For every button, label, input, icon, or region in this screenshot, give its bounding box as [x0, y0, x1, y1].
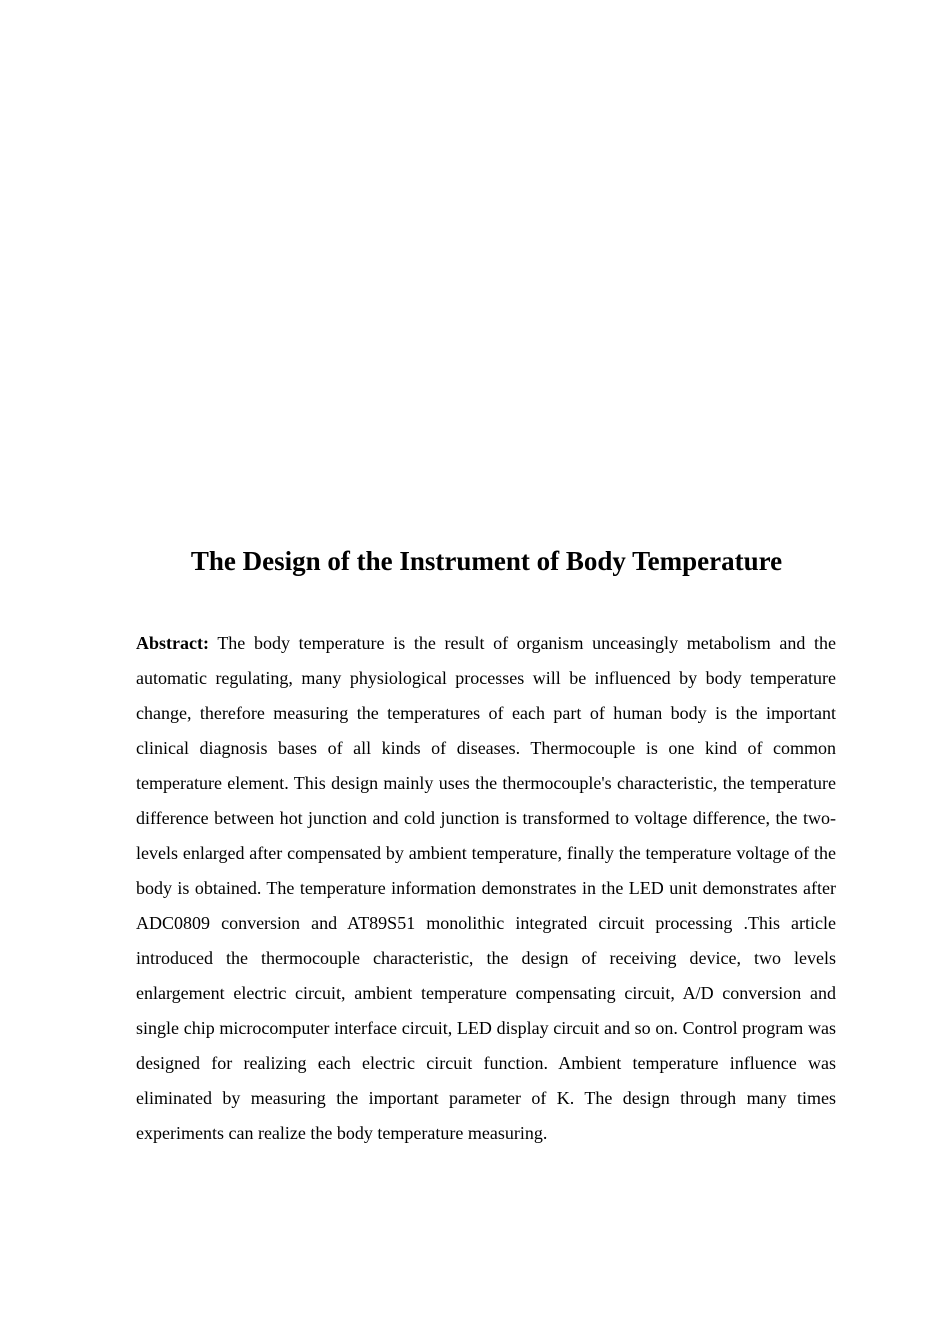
- document-title: The Design of the Instrument of Body Temperature: [190, 546, 783, 576]
- abstract-text: The body temperature is the result of organism unceasingly metabolism and the automatic regulating, many physiological processes will be influenced by body temperature change, therefore measuring the temperatures of each part of human body is the important clinical diagnosis bases of all kinds of diseases. Thermocouple is one kind of common temperature element. This design mainly uses the thermocouple's characteristic, the temperature difference between hot junction and cold junction is transformed to voltage difference, the two-levels enlarged after compensated by ambient temperature, finally the temperature voltage of the body is obtained. The temperature information demonstrates in the LED unit demonstrates after ADC0809 conversion and AT89S51 monolithic integrated circuit processing .This article introduced the thermocouple characteristic, the design of receiving device, two levels enlargement electric circuit, ambient temperature compensating circuit, A/D conversion and single chip microcomputer interface circuit, LED display circuit and so on. Control program was designed for realizing each electric circuit function. Ambient temperature influence was eliminated by measuring the important parameter of K. The design through many times experiments can realize the body temperature measuring.: [136, 633, 836, 1143]
- abstract-paragraph: [136, 626, 836, 1151]
- abstract-label: Abstract:: [136, 633, 209, 653]
